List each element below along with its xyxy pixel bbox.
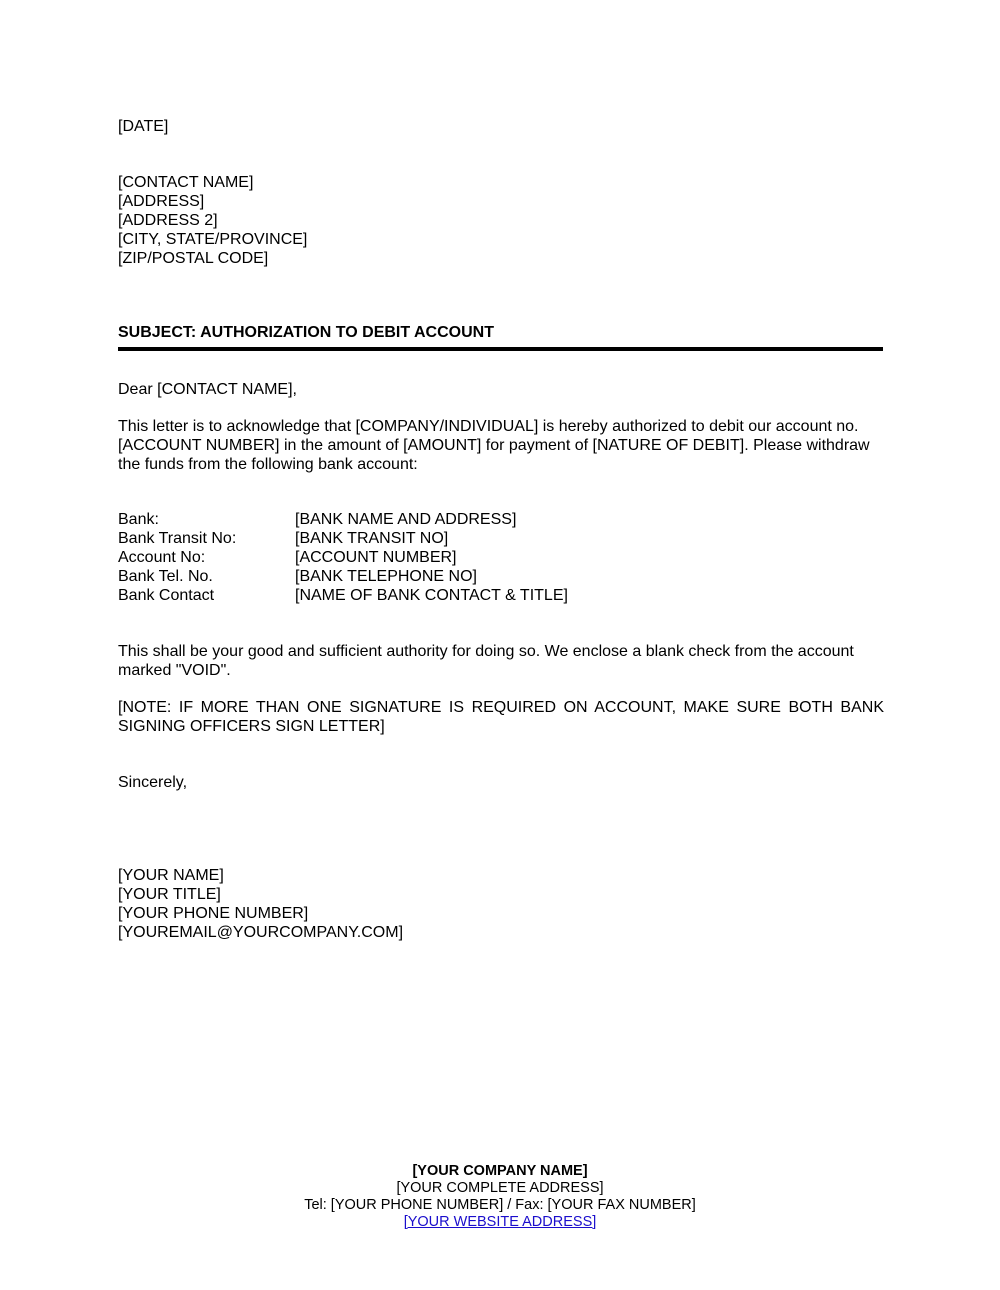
bank-details-row [118, 567, 568, 586]
subject-text: SUBJECT: AUTHORIZATION TO DEBIT ACCOUNT [118, 324, 494, 341]
authority-paragraph-text: This shall be your good and sufficient authority for doing so. We enclose a blank check from the account marked "VOID". [118, 643, 854, 679]
closing-text: Sincerely, [118, 774, 188, 791]
bank-details-label: Bank: [118, 511, 159, 528]
bank-details-row [118, 548, 568, 567]
bank-details-label: Bank Transit No: [118, 530, 237, 547]
letter-footer [0, 1163, 1000, 1231]
bank-details-label: Account No: [118, 549, 206, 566]
body-paragraph [118, 417, 884, 474]
bank-details-table [118, 510, 568, 605]
bank-details-value: [ACCOUNT NUMBER] [295, 549, 457, 566]
note-paragraph-text: [NOTE: IF MORE THAN ONE SIGNATURE IS REQUIRED ON ACCOUNT, MAKE SURE BOTH BANK SIGNING OFFICERS SIGN LETTER] [118, 699, 884, 735]
bank-details-value: [BANK NAME AND ADDRESS] [295, 511, 517, 528]
recipient-zip: [ZIP/POSTAL CODE] [118, 250, 269, 267]
recipient-city-state: [CITY, STATE/PROVINCE] [118, 231, 308, 248]
footer-company-name: [YOUR COMPANY NAME] [412, 1163, 588, 1179]
bank-details-value: [NAME OF BANK CONTACT & TITLE] [295, 587, 568, 604]
bank-details-value: [BANK TRANSIT NO] [295, 530, 449, 547]
note-paragraph [118, 698, 884, 736]
salutation [118, 380, 884, 399]
salutation-text: Dear [CONTACT NAME], [118, 381, 297, 398]
bank-details-row [118, 510, 568, 529]
recipient-address: [ADDRESS] [118, 193, 205, 210]
subject-line [118, 323, 884, 342]
date-text: [DATE] [118, 118, 169, 135]
subject-divider [118, 347, 883, 351]
footer-website-link[interactable]: [YOUR WEBSITE ADDRESS] [403, 1214, 597, 1230]
bank-details-value: [BANK TELEPHONE NO] [295, 568, 477, 585]
signature-name: [YOUR NAME] [118, 867, 224, 884]
signature-email: [YOUREMAIL@YOURCOMPANY.COM] [118, 924, 404, 941]
letter-date [118, 117, 884, 136]
footer-address: [YOUR COMPLETE ADDRESS] [396, 1180, 604, 1196]
authority-paragraph [118, 642, 884, 680]
bank-details-label: Bank Tel. No. [118, 568, 213, 585]
recipient-address-2: [ADDRESS 2] [118, 212, 218, 229]
closing [118, 773, 884, 792]
recipient-contact-name: [CONTACT NAME] [118, 174, 254, 191]
bank-details-row [118, 586, 568, 605]
bank-details-row [118, 529, 568, 548]
signature-phone: [YOUR PHONE NUMBER] [118, 905, 309, 922]
footer-contact-line: Tel: [YOUR PHONE NUMBER] / Fax: [YOUR FAX NUMBER] [304, 1197, 696, 1213]
recipient-address-block [118, 173, 884, 268]
signature-title: [YOUR TITLE] [118, 886, 221, 903]
bank-details-label: Bank Contact [118, 587, 215, 604]
body-paragraph-text: This letter is to acknowledge that [COMPANY/INDIVIDUAL] is hereby authorized to debit our account no. [ACCOUNT NUMBER] in the amount of [AMOUNT] for payment of [NATURE OF DEBIT]. Please withdraw the funds from the following bank account: [118, 418, 870, 473]
signature-block [118, 866, 884, 942]
